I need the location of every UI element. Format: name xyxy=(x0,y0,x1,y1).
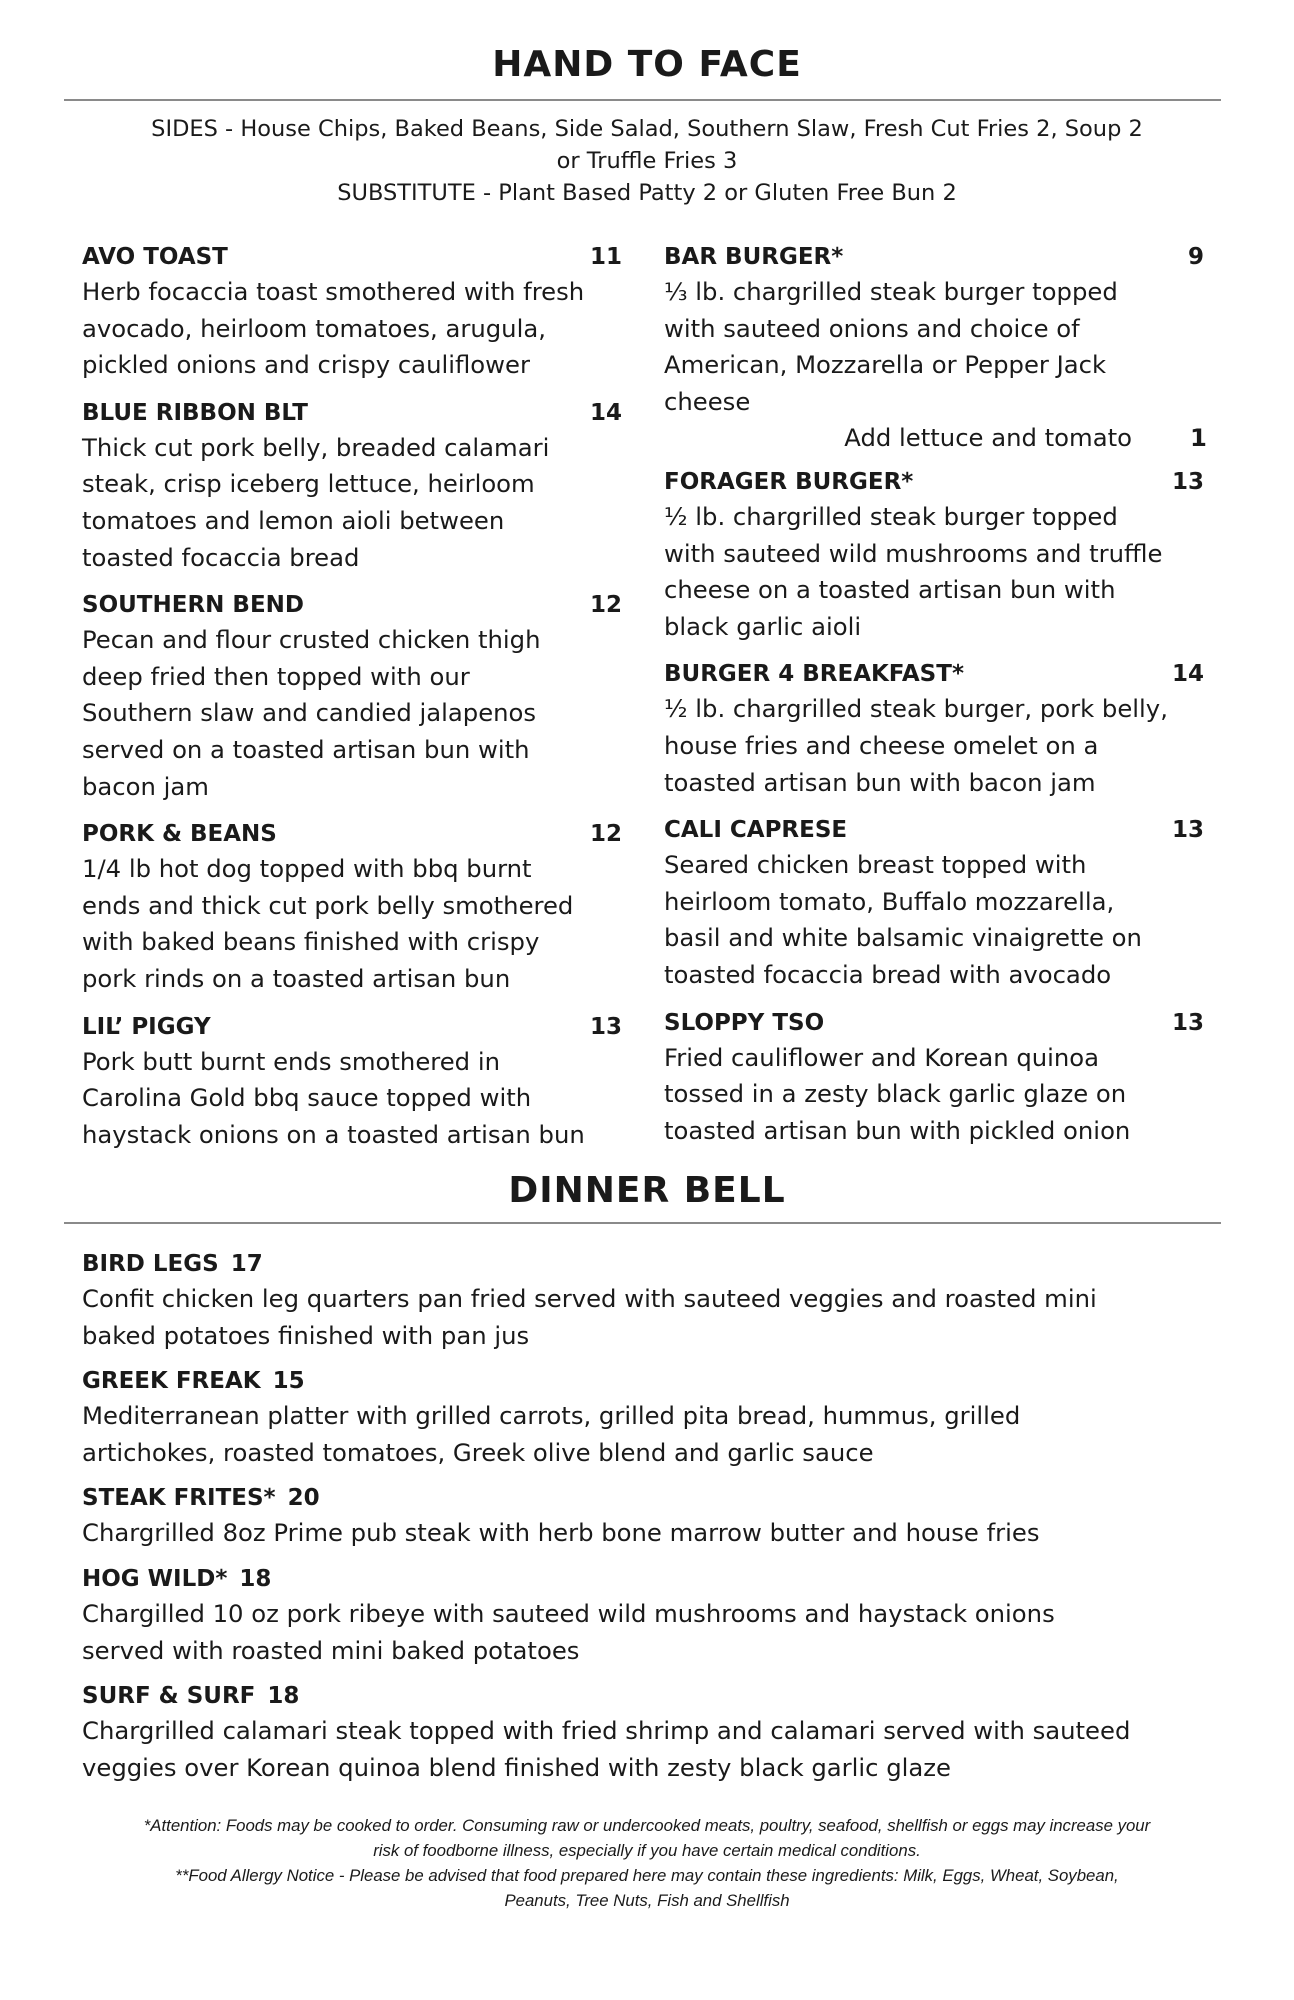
item-description: Pork butt burnt ends smothered in Carolina Gold bbq sauce topped with haystack onions on a toasted artisan bun xyxy=(82,1046,585,1149)
item-description: Fried cauliflower and Korean quinoa tossed in a zesty black garlic glaze on toasted artisan bun with pickled onion xyxy=(664,1042,1131,1145)
item-name: SLOPPY TSO xyxy=(664,1009,825,1036)
item-description: Chargrilled calamari steak topped with fried shrimp and calamari served with sauteed veggies over Korean quinoa blend finished with zesty black garlic glaze xyxy=(82,1716,1131,1782)
item-name: BIRD LEGS xyxy=(82,1251,219,1277)
item-description: Confit chicken leg quarters pan fried served with sauteed veggies and roasted mini baked potatoes finished with pan jus xyxy=(82,1284,1097,1350)
menu-item xyxy=(82,817,622,997)
item-description: ⅓ lb. chargrilled steak burger topped with sauteed onions and choice of American, Mozzarella or Pepper Jack cheese xyxy=(664,277,1118,416)
menu-item xyxy=(664,240,1207,457)
item-price: 14 xyxy=(1171,661,1204,688)
item-name: SOUTHERN BEND xyxy=(82,592,304,619)
menu-item xyxy=(82,1247,1222,1354)
hand-to-face-title: HAND TO FACE xyxy=(492,44,802,85)
item-name: CALI CAPRESE xyxy=(664,817,848,844)
item-description: Herb focaccia toast smothered with fresh avocado, heirloom tomatoes, arugula, pickled onions and crispy cauliflower xyxy=(82,277,585,380)
allergy-notice: **Food Allergy Notice - Please be advised that food prepared here may contain these ingredients: Milk, Eggs, Wheat, Soybean, xyxy=(175,1866,1119,1885)
item-price: 11 xyxy=(589,244,622,270)
item-price: 15 xyxy=(272,1368,305,1395)
menu-item xyxy=(82,1010,622,1154)
menu-item xyxy=(664,465,1204,645)
item-name: HOG WILD* xyxy=(82,1565,228,1592)
item-price: 13 xyxy=(1171,1009,1204,1036)
item-description: 1/4 lb hot dog topped with bbq burnt ends and thick cut pork belly smothered with baked beans finished with crispy pork rinds on a toasted artisan bun xyxy=(82,854,574,993)
hand-to-face-divider xyxy=(64,99,1221,101)
hand-to-face-right-column xyxy=(664,240,1207,1161)
sides-line: SIDES - House Chips, Baked Beans, Side Salad, Southern Slaw, Fresh Cut Fries 2, Soup 2 xyxy=(151,116,1143,142)
item-name: STEAK FRITES* xyxy=(82,1485,276,1512)
item-price: 13 xyxy=(1171,817,1204,844)
item-price: 9 xyxy=(1187,244,1204,270)
menu-item xyxy=(82,1679,1222,1786)
item-description: ½ lb. chargrilled steak burger topped with sauteed wild mushrooms and truffle cheese on a toasted artisan bun with black garlic aioli xyxy=(664,501,1163,641)
item-name: BAR BURGER* xyxy=(664,244,844,270)
item-price: 12 xyxy=(589,821,622,848)
item-addon xyxy=(664,420,1207,457)
item-description: Pecan and flour crusted chicken thigh deep fried then topped with our Southern slaw and candied jalapenos served on a toasted artisan bun with bacon jam xyxy=(82,625,541,801)
dinner-bell-list xyxy=(82,1247,1222,1796)
item-description: Seared chicken breast topped with heirloom tomato, Buffalo mozzarella, basil and white balsamic vinaigrette on toasted focaccia bread with avocado xyxy=(664,850,1142,989)
item-price: 20 xyxy=(287,1485,320,1512)
item-description: Mediterranean platter with grilled carrots, grilled pita bread, hummus, grilled artichokes, roasted tomatoes, Greek olive blend and garlic sauce xyxy=(82,1401,1021,1467)
item-name: BLUE RIBBON BLT xyxy=(82,399,308,426)
item-name: GREEK FREAK xyxy=(82,1368,261,1395)
allergy-notice: Peanuts, Tree Nuts, Fish and Shellfish xyxy=(504,1891,790,1910)
menu-item xyxy=(664,657,1204,801)
item-description: ½ lb. chargrilled steak burger, pork belly, house fries and cheese omelet on a toasted artisan bun with bacon jam xyxy=(664,694,1168,797)
sides-info xyxy=(60,113,1234,209)
dinner-bell-title: DINNER BELL xyxy=(508,1170,786,1211)
item-name: AVO TOAST xyxy=(82,244,228,270)
item-name: LIL’ PIGGY xyxy=(82,1013,211,1040)
item-name: SURF & SURF xyxy=(82,1683,256,1710)
item-price: 17 xyxy=(230,1251,263,1277)
menu-item xyxy=(82,240,622,384)
menu-item xyxy=(82,588,622,805)
item-name: FORAGER BURGER* xyxy=(664,468,914,495)
attention-notice: *Attention: Foods may be cooked to order. Consuming raw or undercooked meats, poultry, seafood, shellfish or eggs may increase your xyxy=(143,1816,1151,1835)
item-price: 18 xyxy=(267,1683,300,1710)
menu-item xyxy=(82,1481,1222,1552)
item-price: 13 xyxy=(1171,468,1204,495)
item-description: Chargilled 10 oz pork ribeye with sauteed wild mushrooms and haystack onions served with roasted mini baked potatoes xyxy=(82,1598,1055,1665)
item-description: Thick cut pork belly, breaded calamari steak, crisp iceberg lettuce, heirloom tomatoes and lemon aioli between toasted focaccia bread xyxy=(82,432,550,572)
item-description: Chargrilled 8oz Prime pub steak with herb bone marrow butter and house fries xyxy=(82,1518,1040,1548)
item-price: 13 xyxy=(589,1013,622,1040)
addon-price: 1 xyxy=(1190,423,1207,453)
dinner-bell-divider xyxy=(64,1222,1221,1224)
item-name: BURGER 4 BREAKFAST* xyxy=(664,661,964,688)
addon-label: Add lettuce and tomato xyxy=(844,423,1132,453)
disclaimer-notes xyxy=(56,1813,1238,1913)
attention-notice: risk of foodborne illness, especially if you have certain medical conditions. xyxy=(373,1841,921,1860)
sides-line: or Truffle Fries 3 xyxy=(556,148,738,174)
item-name: PORK & BEANS xyxy=(82,821,277,848)
item-price: 14 xyxy=(589,399,622,426)
menu-item xyxy=(82,396,622,576)
hand-to-face-left-column xyxy=(82,240,622,1165)
substitute-line: SUBSTITUTE - Plant Based Patty 2 or Gluten Free Bun 2 xyxy=(337,180,957,206)
menu-item xyxy=(82,1364,1222,1471)
menu-item xyxy=(82,1562,1222,1669)
menu-item xyxy=(664,1006,1204,1150)
item-price: 12 xyxy=(589,592,622,619)
menu-item xyxy=(664,813,1204,993)
item-price: 18 xyxy=(239,1565,272,1592)
